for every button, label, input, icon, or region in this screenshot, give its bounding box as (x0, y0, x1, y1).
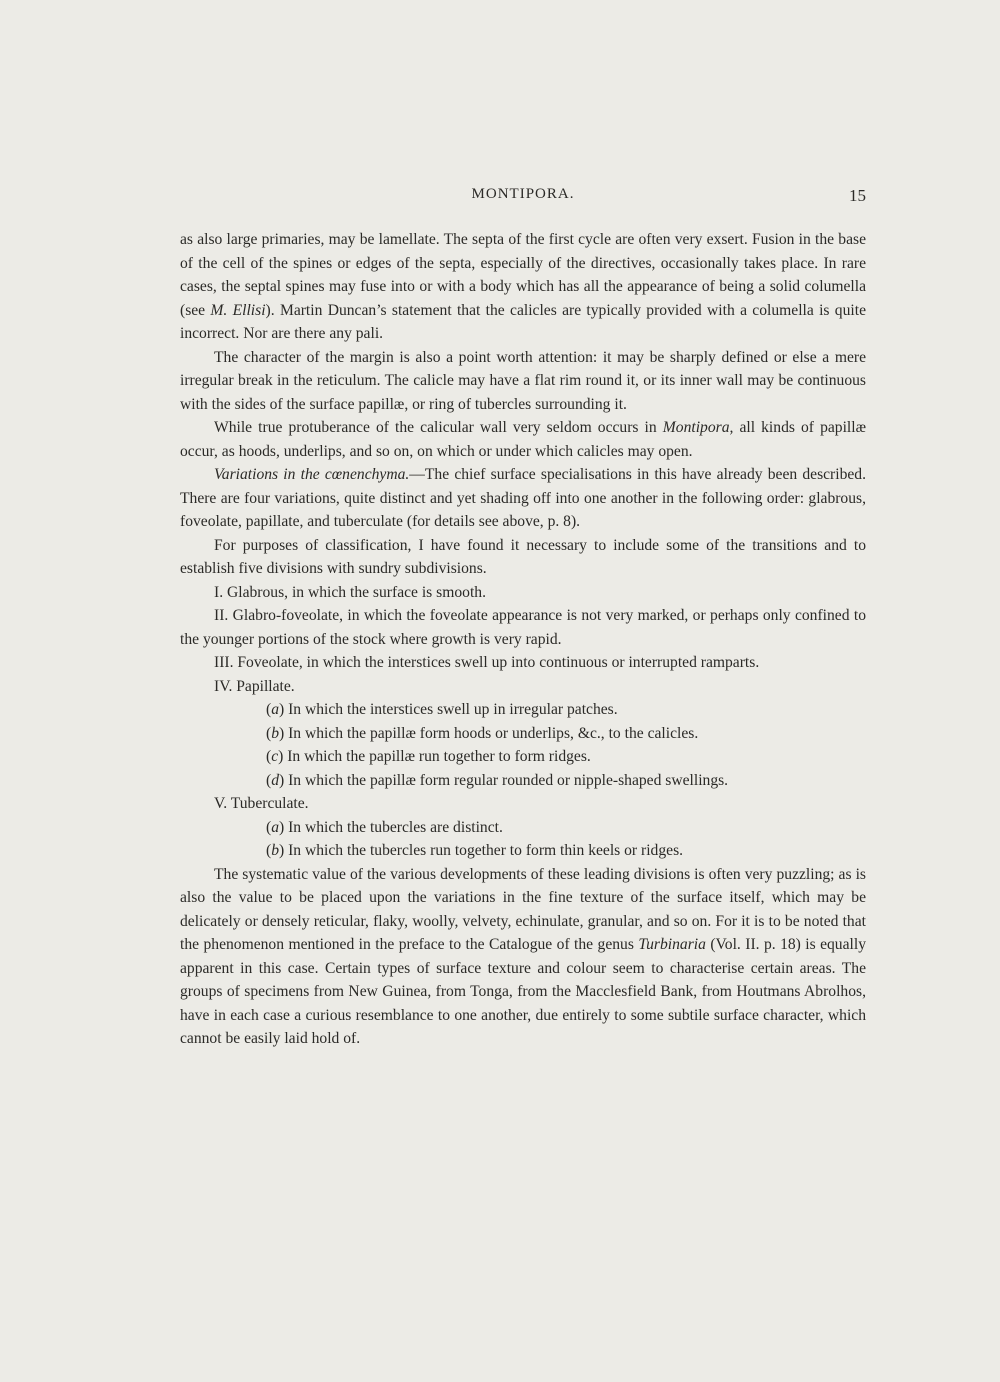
division-item: I. Glabrous, in which the surface is smooth. (214, 583, 486, 601)
division-item: II. Glabro-foveolate, in which the foveolate appearance is not very marked, or perhaps only confined to the younger portions of the stock where growth is very rapid. (180, 607, 866, 648)
subdivision-item: ( a ) In which the interstices swell up in irregular patches. (180, 698, 866, 722)
paragraph: For purposes of classification, I have found it necessary to include some of the transitions and to establish five divisions with sundry subdivisions. (180, 536, 866, 577)
body-text (180, 228, 866, 1051)
subdivision-item: ( b ) In which the tubercles run together to form thin keels or ridges. (180, 839, 866, 863)
paragraph: The systematic value of the various developments of these leading divisions is often very puzzling; as is also the value to be placed upon the variations in the fine texture of the surface itself, which may be delicately or densely reticular, flaky, woolly, velvety, echinulate, granular, and so on. For it is to be noted that the phenomenon mentioned in the preface to the Catalogue of the genus Turbinaria (Vol. II. p. 18) is equally apparent in this case. Certain types of surface texture and colour seem to characterise certain areas. The groups of specimens from New Guinea, from Tonga, from the Macclesfield Bank, from Houtmans Abrolhos, have in each case a curious resemblance to one another, due entirely to some subtile surface character, which cannot be easily laid hold of. (180, 865, 866, 1047)
paragraph: Variations in the cœnenchyma.—The chief surface specialisations in this have already been described. There are four variations, quite distinct and yet shading off into one another in the following order: glabrous, foveolate, papillate, and tuberculate (for details see above, p. 8). (180, 466, 866, 530)
subdivision-item: ( c ) In which the papillæ run together to form ridges. (180, 745, 866, 769)
subdivision-item: ( a ) In which the tubercles are distinct. (180, 816, 866, 840)
subdivision-item: ( b ) In which the papillæ form hoods or underlips, &c., to the calicles. (180, 722, 866, 746)
division-item: IV. Papillate. (214, 677, 295, 695)
division-item: V. Tuberculate. (214, 795, 309, 812)
paragraph: While true protuberance of the calicular wall very seldom occurs in Montipora, all kinds of papillæ occur, as hoods, underlips, and so on, on which or under which calicles may open. (180, 419, 866, 460)
division-item: III. Foveolate, in which the interstices swell up into continuous or interrupted ramparts. (214, 654, 760, 671)
running-title: MONTIPORA. (471, 186, 575, 202)
page-header (180, 186, 866, 210)
page-number: 15 (849, 186, 866, 205)
paragraph: as also large primaries, may be lamellate. The septa of the first cycle are often very exsert. Fusion in the base of the cell of the spines or edges of the septa, especially of the directives, occasionally takes place. In rare cases, the septal spines may fuse into or with a body which has all the appearance of being a solid columella (see M. Ellisi). Martin Duncan’s statement that the calicles are typically provided with a columella is quite incorrect. Nor are there any pali. (180, 231, 866, 342)
paragraph: The character of the margin is also a point worth attention: it may be sharply defined or else a mere irregular break in the reticulum. The calicle may have a flat rim round it, or its inner wall may be continuous with the sides of the surface papillæ, or ring of tubercles surrounding it. (180, 348, 866, 413)
subdivision-item: ( d ) In which the papillæ form regular rounded or nipple-shaped swellings. (180, 769, 866, 793)
